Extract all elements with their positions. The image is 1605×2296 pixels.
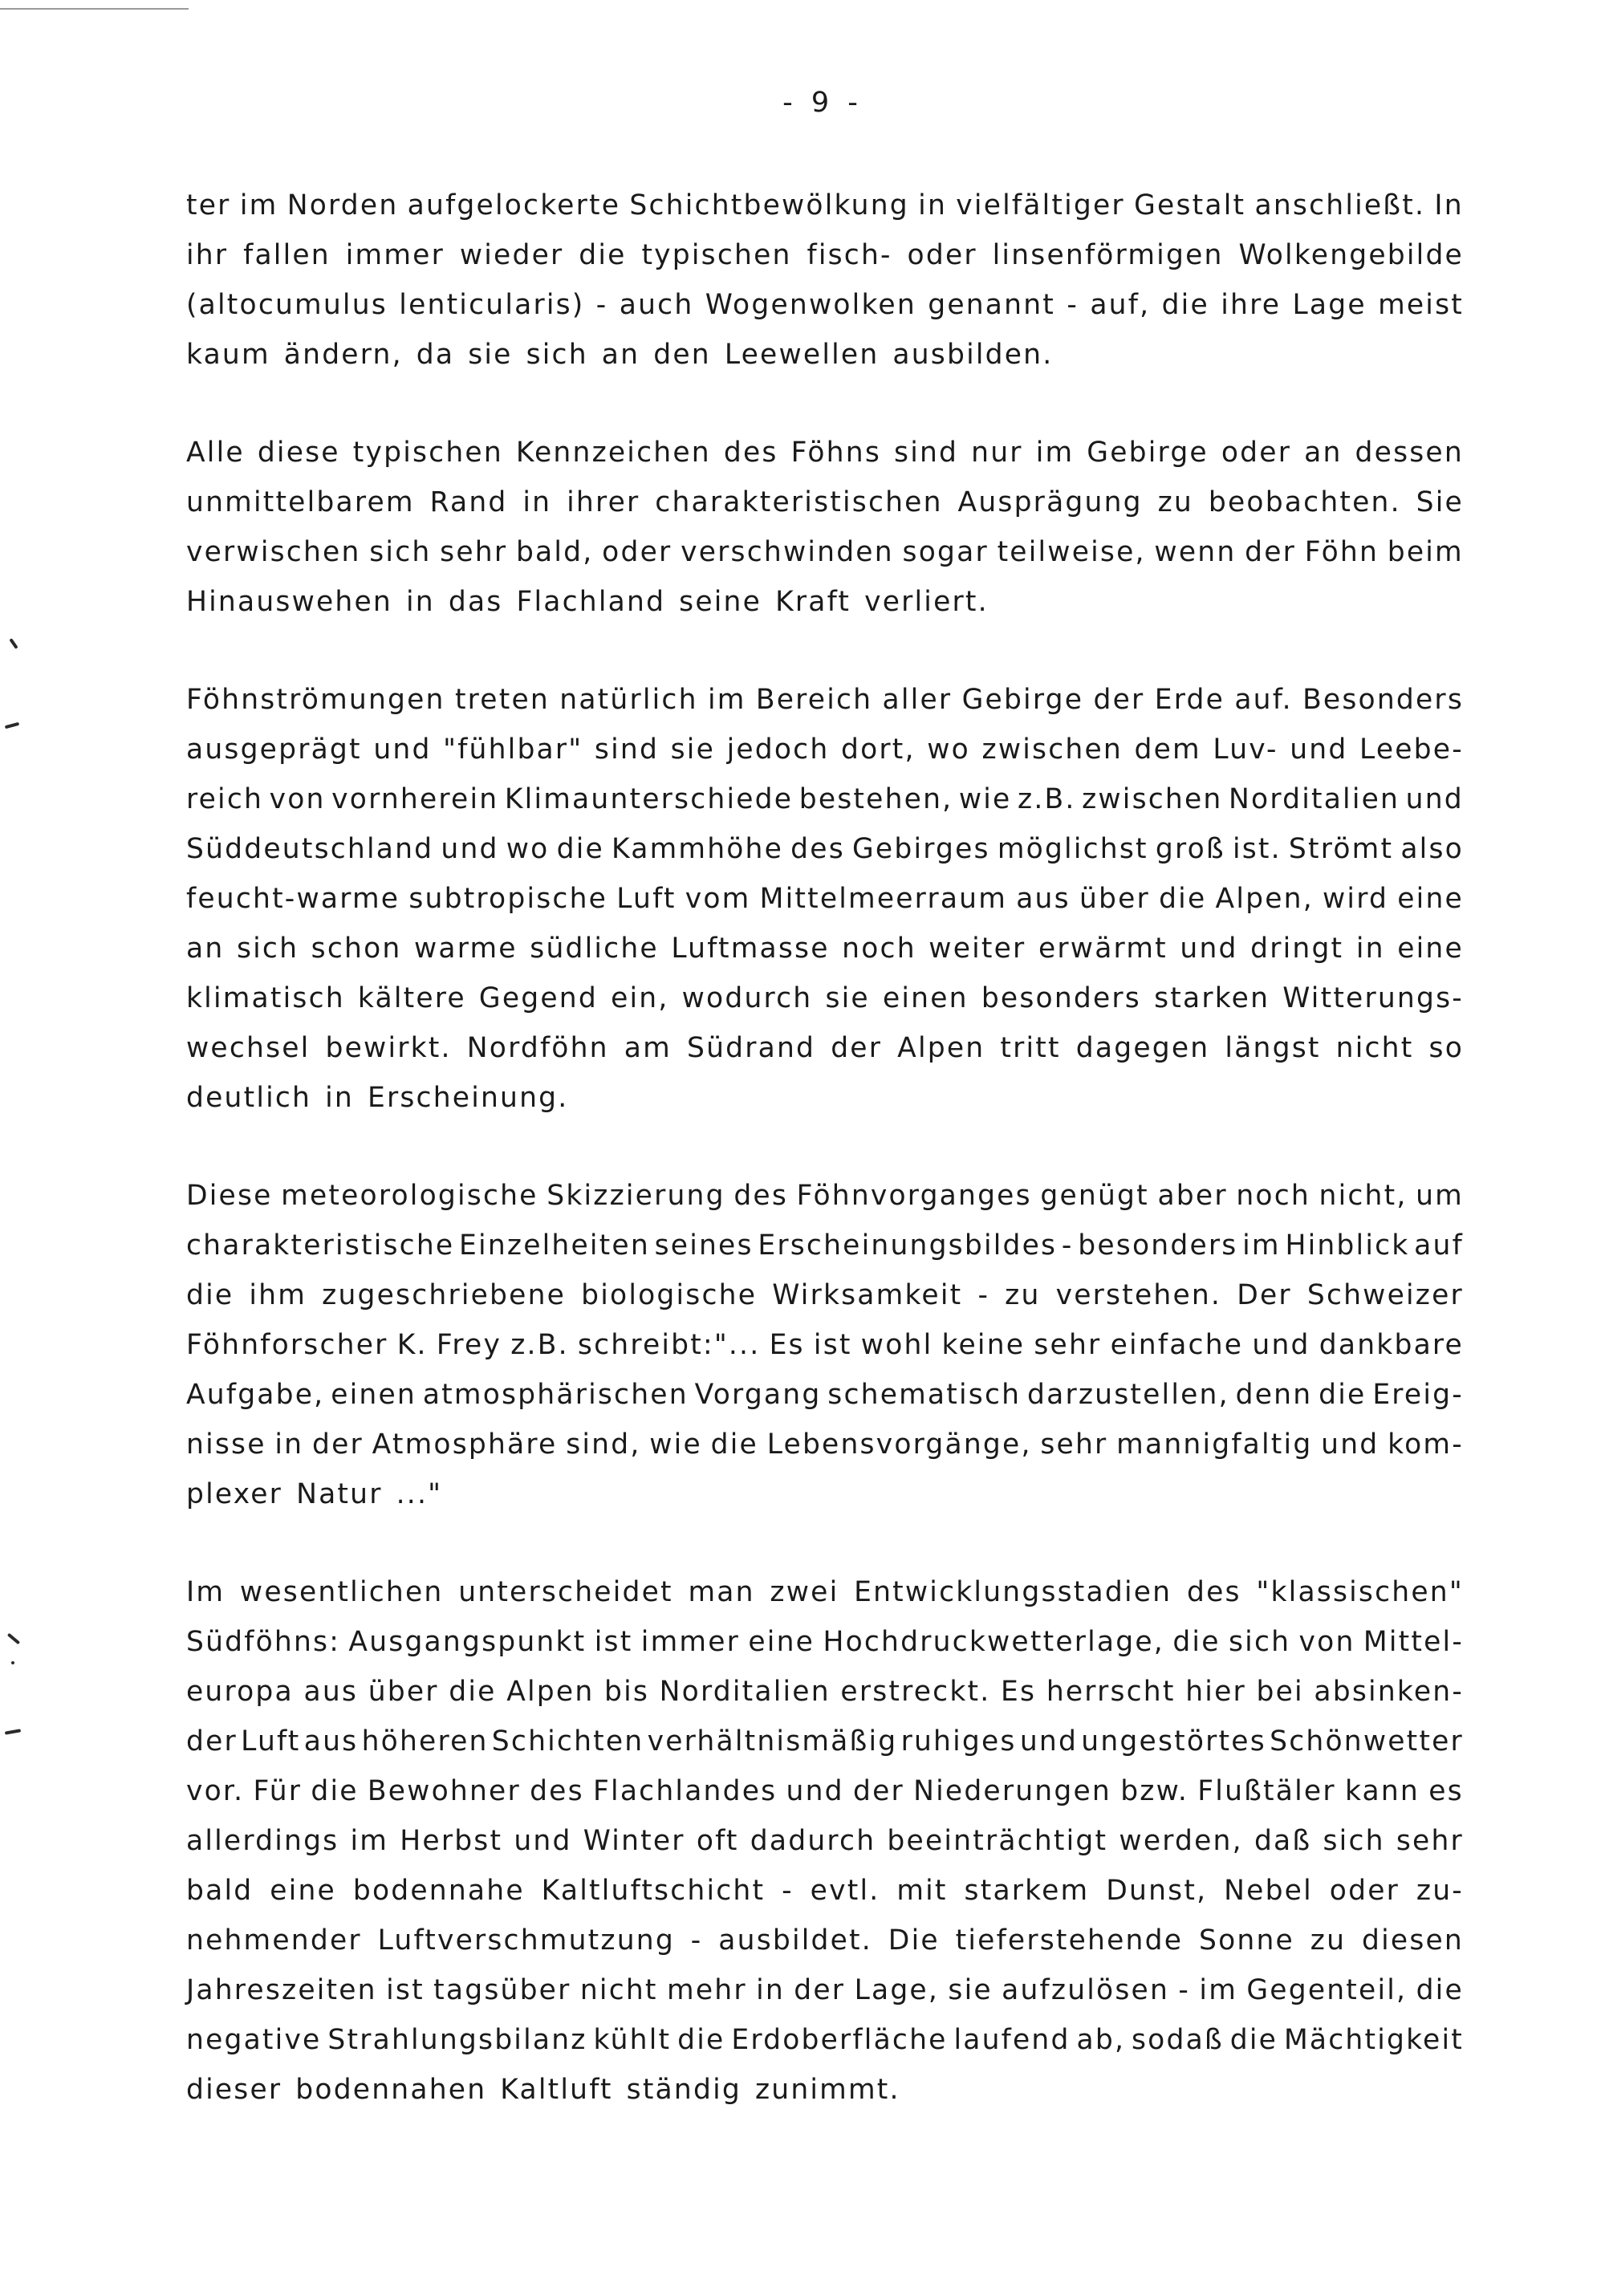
text-line: negative Strahlungsbilanz kühlt die Erdoberfläche laufend ab, sodaß die Mächtigkeit bbox=[186, 2024, 1464, 2056]
margin-mark bbox=[9, 638, 18, 649]
paragraph bbox=[186, 1171, 1464, 1519]
text-line: vor. Für die Bewohner des Flachlandes und der Niederungen bzw. Flußtäler kann es bbox=[186, 1775, 1464, 1807]
paragraph bbox=[186, 181, 1464, 380]
text-line: deutlich in Erscheinung. bbox=[186, 1082, 569, 1114]
text-line: Jahreszeiten ist tagsüber nicht mehr in der Lage, sie aufzulösen - im Gegenteil, die bbox=[186, 1974, 1464, 2006]
text-line: dieser bodennahen Kaltluft ständig zunimmt. bbox=[186, 2074, 900, 2106]
text-line: an sich schon warme südliche Luftmasse noch weiter erwärmt und dringt in eine bbox=[186, 933, 1464, 965]
paragraph bbox=[186, 1567, 1464, 2115]
margin-mark bbox=[5, 722, 19, 729]
text-line: europa aus über die Alpen bis Norditalien erstreckt. Es herrscht hier bei absinken- bbox=[186, 1676, 1464, 1708]
text-line: plexer Natur ..." bbox=[186, 1478, 443, 1510]
text-line: Süddeutschland und wo die Kammhöhe des Gebirges möglichst groß ist. Strömt also bbox=[186, 833, 1464, 865]
text-line: die ihm zugeschriebene biologische Wirksamkeit - zu verstehen. Der Schweizer bbox=[186, 1279, 1464, 1311]
page-number: - 9 - bbox=[782, 87, 863, 119]
text-line: Föhnströmungen treten natürlich im Bereich aller Gebirge der Erde auf. Besonders bbox=[186, 684, 1464, 716]
body-text bbox=[186, 181, 1464, 2163]
text-line: Alle diese typischen Kennzeichen des Föhns sind nur im Gebirge oder an dessen bbox=[186, 437, 1464, 469]
text-line: charakteristische Einzelheiten seines Erscheinungsbildes - besonders im Hinblick auf bbox=[186, 1229, 1464, 1262]
text-line: wechsel bewirkt. Nordföhn am Südrand der Alpen tritt dagegen längst nicht so bbox=[186, 1032, 1464, 1064]
text-line: nehmender Luftverschmutzung - ausbildet. Die tieferstehende Sonne zu diesen bbox=[186, 1924, 1464, 1957]
text-line: feucht-warme subtropische Luft vom Mittelmeerraum aus über die Alpen, wird eine bbox=[186, 883, 1464, 915]
paragraph bbox=[186, 675, 1464, 1123]
text-line: Diese meteorologische Skizzierung des Föhnvorganges genügt aber noch nicht, um bbox=[186, 1180, 1464, 1212]
text-line: kaum ändern, da sie sich an den Leewellen ausbilden. bbox=[186, 339, 1054, 371]
text-line: Aufgabe, einen atmosphärischen Vorgang schematisch darzustellen, denn die Ereig- bbox=[186, 1379, 1464, 1411]
margin-mark bbox=[11, 1661, 14, 1664]
text-line: (altocumulus lenticularis) - auch Wogenwolken genannt - auf, die ihre Lage meist bbox=[186, 289, 1464, 321]
text-line: Hinauswehen in das Flachland seine Kraft verliert. bbox=[186, 586, 989, 618]
text-line: ihr fallen immer wieder die typischen fisch- oder linsenförmigen Wolkengebilde bbox=[186, 239, 1464, 271]
text-line: klimatisch kältere Gegend ein, wodurch sie einen besonders starken Witterungs- bbox=[186, 982, 1464, 1014]
text-line: der Luft aus höheren Schichten verhältnismäßig ruhiges und ungestörtes Schönwetter bbox=[186, 1725, 1464, 1758]
margin-mark bbox=[7, 1633, 20, 1645]
paragraph bbox=[186, 428, 1464, 627]
text-line: reich von vornherein Klimaunterschiede bestehen, wie z.B. zwischen Norditalien und bbox=[186, 783, 1464, 815]
text-line: Im wesentlichen unterscheidet man zwei Entwicklungsstadien des "klassischen" bbox=[186, 1576, 1464, 1608]
text-line: nisse in der Atmosphäre sind, wie die Lebensvorgänge, sehr mannigfaltig und kom- bbox=[186, 1428, 1464, 1461]
text-line: unmittelbarem Rand in ihrer charakteristischen Ausprägung zu beobachten. Sie bbox=[186, 486, 1464, 518]
text-line: ter im Norden aufgelockerte Schichtbewölkung in vielfältiger Gestalt anschließt. In bbox=[186, 189, 1464, 221]
text-line: ausgeprägt und "fühlbar" sind sie jedoch dort, wo zwischen dem Luv- und Leebe- bbox=[186, 734, 1464, 766]
scan-edge-rule bbox=[0, 8, 189, 10]
text-line: bald eine bodennahe Kaltluftschicht - evtl. mit starkem Dunst, Nebel oder zu- bbox=[186, 1875, 1464, 1907]
text-line: Föhnforscher K. Frey z.B. schreibt:"... Es ist wohl keine sehr einfache und dankbare bbox=[186, 1329, 1464, 1361]
text-line: Südföhns: Ausgangspunkt ist immer eine Hochdruckwetterlage, die sich von Mittel- bbox=[186, 1626, 1464, 1658]
text-line: allerdings im Herbst und Winter oft dadurch beeinträchtigt werden, daß sich sehr bbox=[186, 1825, 1464, 1857]
margin-mark bbox=[5, 1729, 21, 1734]
text-line: verwischen sich sehr bald, oder verschwinden sogar teilweise, wenn der Föhn beim bbox=[186, 536, 1464, 568]
